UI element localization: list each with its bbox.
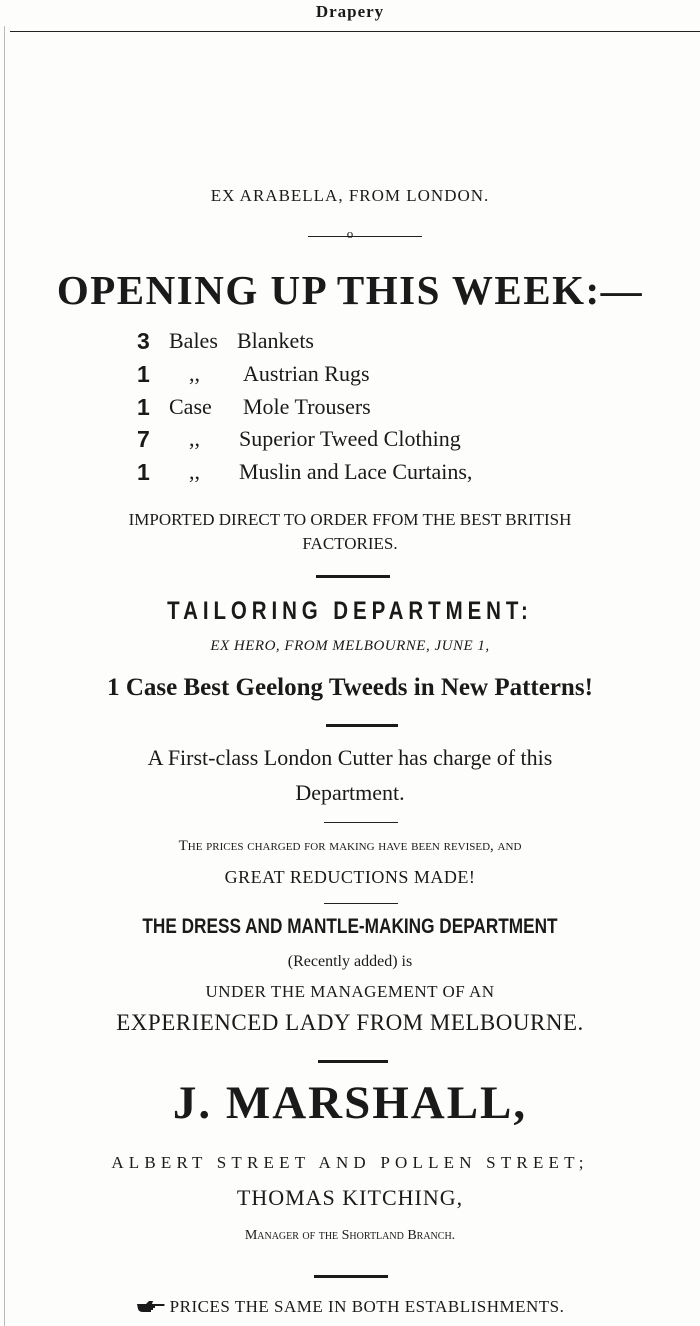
goods-unit: Bales	[169, 328, 218, 353]
goods-qty: 1	[137, 361, 150, 387]
manager-name: THOMAS KITCHING,	[236, 1185, 464, 1210]
goods-desc: Muslin and Lace Curtains,	[239, 459, 473, 484]
goods-item	[137, 394, 371, 421]
cutter-line-2: Department.	[295, 780, 405, 805]
goods-unit: ,,	[189, 361, 200, 386]
ship-line: EX ARABELLA, FROM LONDON.	[210, 186, 490, 205]
header-rule	[10, 31, 700, 32]
tailoring-title: TAILORING DEPARTMENT:	[167, 597, 533, 625]
goods-desc: Mole Trousers	[243, 394, 371, 419]
divider-rule	[326, 724, 398, 727]
dress-title: THE DRESS AND MANTLE-MAKING DEPARTMENT	[142, 915, 558, 938]
proprietor-address: ALBERT STREET AND POLLEN STREET;	[111, 1153, 589, 1172]
footer-line	[0, 1297, 700, 1317]
footer-text: PRICES THE SAME IN BOTH ESTABLISHMENTS.	[169, 1297, 565, 1316]
goods-item	[137, 361, 370, 388]
goods-desc: Superior Tweed Clothing	[239, 426, 461, 451]
goods-item	[137, 328, 314, 355]
goods-qty: 3	[137, 328, 150, 354]
section-header: Drapery	[315, 2, 385, 21]
goods-unit: Case	[169, 394, 212, 419]
goods-qty: 1	[137, 394, 150, 420]
divider-rule	[324, 903, 398, 904]
proprietor-name: J. MARSHALL,	[172, 1077, 528, 1129]
headline: OPENING UP THIS WEEK:—	[56, 267, 644, 313]
goods-unit: ,,	[189, 426, 200, 451]
tailoring-ship-line: EX HERO, FROM MELBOURNE, JUNE 1,	[210, 638, 490, 654]
goods-item	[137, 426, 461, 453]
prices-line-1: The prices charged for making have been revised, and	[178, 838, 522, 854]
goods-qty: 1	[137, 459, 150, 485]
prices-line-2: GREAT REDUCTIONS MADE!	[224, 867, 476, 887]
divider-rule	[314, 1275, 388, 1278]
pointing-hand-icon	[136, 1299, 166, 1313]
goods-desc: Austrian Rugs	[243, 361, 370, 386]
dress-management: UNDER THE MANAGEMENT OF AN	[205, 982, 495, 1001]
divider-rule	[318, 1060, 388, 1063]
goods-unit: ,,	[189, 459, 200, 484]
goods-desc: Blankets	[237, 328, 314, 353]
divider-rule	[316, 575, 390, 578]
goods-item	[137, 459, 473, 486]
manager-title: Manager of the Shortland Branch.	[244, 1228, 456, 1243]
imported-line-2: FACTORIES.	[302, 534, 398, 553]
imported-line-1: IMPORTED DIRECT TO ORDER FFOM THE BEST BRITISH	[128, 510, 572, 529]
ornament-circle: o	[346, 226, 354, 241]
dress-lady: EXPERIENCED LADY FROM MELBOURNE.	[116, 1010, 584, 1035]
cutter-line-1: A First-class London Cutter has charge of this	[147, 745, 553, 770]
dress-added: (Recently added) is	[287, 953, 413, 970]
divider-rule	[324, 822, 398, 823]
tweeds-headline: 1 Case Best Geelong Tweeds in New Patterns!	[107, 674, 593, 701]
goods-qty: 7	[137, 426, 150, 452]
